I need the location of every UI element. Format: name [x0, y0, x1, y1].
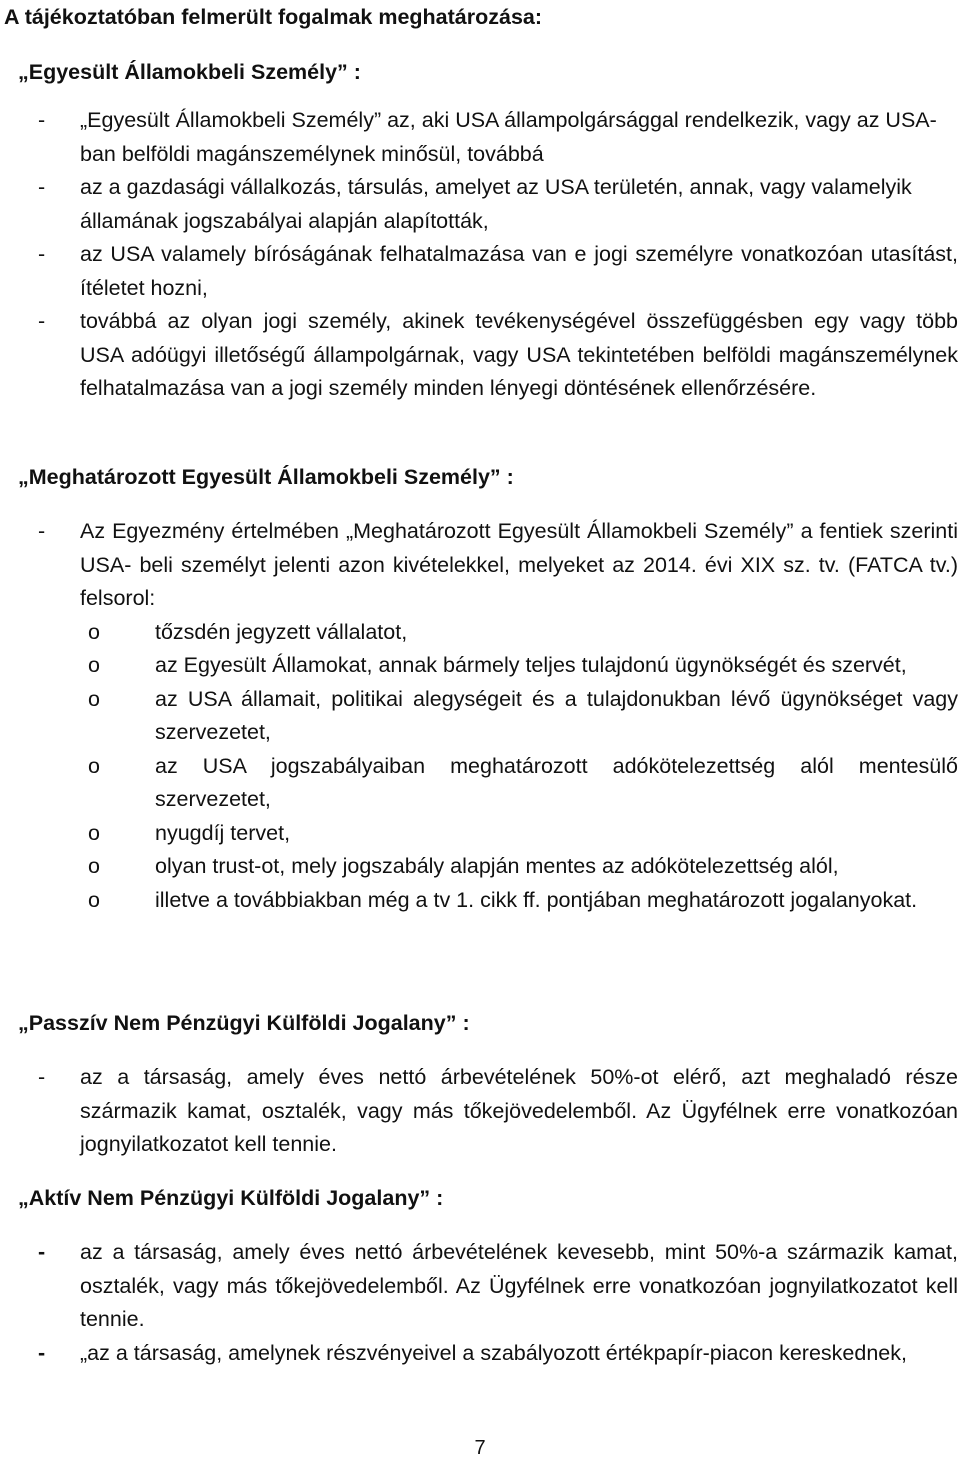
- list-item-text: az a társaság, amely éves nettó árbevételének kevesebb, mint 50%-a származik kamat, osztalék, vagy más tőkejövedelemből. Az Ügyfélnek erre vonatkozóan jognyilatkozatot kell tennie.: [80, 1240, 958, 1331]
- list-item-text: „Egyesült Államokbeli Személy” az, aki USA állampolgársággal rendelkezik, vagy az USA-ban belföldi magánszemélynek minősül, továbbá: [80, 108, 937, 166]
- sub-list-item: [38, 649, 958, 683]
- section-body-passive-nffe: [38, 1061, 958, 1162]
- list-item-text: az a társaság, amely éves nettó árbevételének 50%-ot elérő, azt meghaladó része származik kamat, osztalék, vagy más tőkejövedelemből. Az Ügyfélnek erre vonatkozóan jognyilatkozatot kell tennie.: [80, 1065, 958, 1156]
- sub-list-item: [38, 750, 958, 817]
- dash-bullet: -: [38, 242, 46, 266]
- page-title: A tájékoztatóban felmerült fogalmak meghatározása:: [4, 5, 543, 29]
- dash-bullet: -: [38, 108, 46, 132]
- sub-list-item-text: az USA államait, politikai alegységeit és a tulajdonukban lévő ügynökséget vagy szervezetet,: [155, 686, 958, 744]
- dash-bullet: -: [38, 1340, 46, 1365]
- list-item-text: az a gazdasági vállalkozás, társulás, amelyet az USA területén, annak, vagy valamelyik államának jogszabályai alapján alapították,: [80, 175, 912, 233]
- list-item-text: az USA valamely bíróságának felhatalmazása van e jogi személyre vonatkozóan utasítást, ítéletet hozni,: [80, 242, 958, 300]
- section-heading-active-nffe: „Aktív Nem Pénzügyi Külföldi Jogalany” :: [18, 1186, 444, 1210]
- sub-list-item-text: nyugdíj tervet,: [155, 820, 291, 845]
- section-heading-passive-nffe: „Passzív Nem Pénzügyi Külföldi Jogalany” :: [18, 1011, 470, 1035]
- list-item: [38, 238, 958, 305]
- circle-bullet: o: [88, 854, 100, 878]
- list-item-text: „az a társaság, amelynek részvényeivel a szabályozott értékpapír-piacon kereskednek,: [80, 1340, 907, 1365]
- sub-list-item: [38, 884, 958, 918]
- sub-list-item-text: az USA jogszabályaiban meghatározott adókötelezettség alól mentesülő szervezetet,: [155, 753, 958, 811]
- dash-bullet: -: [38, 309, 46, 333]
- section-body-active-nffe: [38, 1236, 958, 1370]
- circle-bullet: o: [88, 619, 100, 644]
- circle-bullet: o: [88, 686, 100, 711]
- sub-list-item-text: az Egyesült Államokat, annak bármely teljes tulajdonú ügynökségét és szervét,: [155, 653, 907, 677]
- dash-bullet: -: [38, 519, 46, 543]
- page-number: 7: [474, 1437, 486, 1459]
- list-item: [38, 171, 958, 238]
- section-heading-us-person: „Egyesült Államokbeli Személy” :: [18, 60, 361, 84]
- list-item-text: Az Egyezmény értelmében „Meghatározott Egyesült Államokbeli Személy” a fentiek szerinti USA- beli személyt jelenti azon kivételekkel, melyeket az 2014. évi XIX sz. tv. (FATCA tv.) felsorol:: [80, 519, 958, 610]
- sub-list-item: [38, 683, 958, 750]
- list-item: [38, 305, 958, 406]
- dash-bullet: -: [38, 1065, 46, 1089]
- sub-list-item-text: tőzsdén jegyzett vállalatot,: [155, 619, 408, 644]
- sub-list-item-text: illetve a továbbiakban még a tv 1. cikk ff. pontjában meghatározott jogalanyokat.: [155, 887, 918, 912]
- circle-bullet: o: [88, 887, 100, 912]
- sub-list-item: [38, 850, 958, 884]
- list-item: [38, 1236, 958, 1337]
- list-item-text: továbbá az olyan jogi személy, akinek tevékenységével összefüggésben egy vagy több USA adóügyi illetőségű állampolgárnak, vagy USA tekintetében belföldi magánszemélynek felhatalmazása van a jogi személy minden lényegi döntésének ellenőrzésére.: [80, 309, 958, 400]
- dash-bullet: -: [38, 175, 46, 199]
- dash-bullet: -: [38, 1240, 46, 1264]
- section-body-specified-us-person: [38, 515, 958, 917]
- list-item: [38, 1061, 958, 1162]
- section-heading-specified-us-person: „Meghatározott Egyesült Államokbeli Személy” :: [18, 465, 514, 489]
- list-item: [38, 104, 958, 171]
- sub-list-item: [38, 817, 958, 851]
- circle-bullet: o: [88, 820, 100, 845]
- circle-bullet: o: [88, 653, 100, 677]
- list-item: [38, 515, 958, 616]
- sub-list-item: [38, 616, 958, 650]
- sub-list-item-text: olyan trust-ot, mely jogszabály alapján mentes az adókötelezettség alól,: [155, 854, 839, 878]
- circle-bullet: o: [88, 753, 100, 778]
- section-body-us-person: [38, 104, 958, 406]
- list-item: [38, 1337, 958, 1371]
